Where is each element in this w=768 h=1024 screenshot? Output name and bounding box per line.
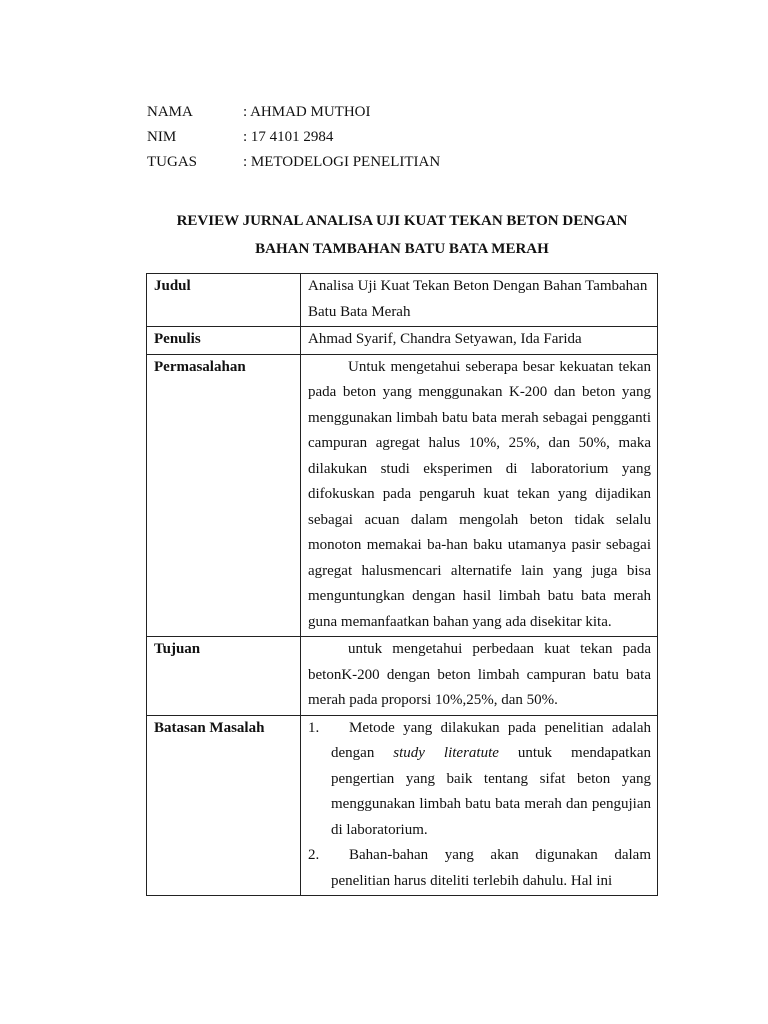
row-permasalahan	[147, 354, 658, 637]
nim-row	[147, 125, 440, 150]
list-item	[308, 843, 651, 894]
row-judul	[147, 274, 658, 327]
judul-label: Judul	[147, 274, 301, 327]
permasalahan-value: Untuk mengetahui seberapa besar kekuatan tekan pada beton yang menggunakan K-200 dan beton yang menggunakan limbah batu bata merah sebagai pengganti campuran agregat halus 10%, 25%, dan 50%, maka dilakukan studi eksperimen di laboratorium yang difokuskan pada pengaruh kuat tekan yang dijadikan sebagai acuan dalam mengolah beton tidak selalu monoton memakai ba-han baku utamanya pasir sebagai agregat halusmencari alternatife lain yang juga bisa menguntungkan dengan hasil limbah batu bata merah guna memanfaatkan bahan yang ada disekitar kita.	[301, 354, 658, 637]
batasan-label: Batasan Masalah	[147, 715, 301, 896]
nama-row	[147, 100, 440, 125]
list-item	[308, 716, 651, 844]
tugas-label: TUGAS	[147, 154, 198, 170]
row-penulis	[147, 327, 658, 355]
nim-value: : 17 4101 2984	[243, 129, 334, 145]
list-number: 1.	[308, 719, 320, 736]
row-tujuan	[147, 637, 658, 716]
list-text	[331, 843, 651, 894]
nama-value: : AHMAD MUTHOI	[243, 104, 371, 120]
permasalahan-label: Permasalahan	[147, 354, 301, 637]
title-line-1: REVIEW JURNAL ANALISA UJI KUAT TEKAN BETON DENGAN	[176, 213, 628, 229]
document-title	[147, 207, 657, 263]
nama-label: NAMA	[147, 104, 193, 120]
student-info	[147, 100, 440, 175]
judul-value: Analisa Uji Kuat Tekan Beton Dengan Bahan Tambahan Batu Bata Merah	[301, 274, 658, 327]
penulis-value: Ahmad Syarif, Chandra Setyawan, Ida Farida	[301, 327, 658, 355]
list-text-a: Bahan-bahan yang akan digunakan dalam penelitian harus diteliti terlebih dahulu. Hal ini	[331, 847, 651, 889]
tujuan-label: Tujuan	[147, 637, 301, 716]
tugas-row	[147, 150, 440, 175]
review-table	[146, 273, 658, 896]
list-text	[331, 716, 651, 844]
batasan-value	[301, 715, 658, 896]
nim-label: NIM	[147, 129, 177, 145]
list-number: 2.	[308, 847, 320, 863]
tujuan-value: untuk mengetahui perbedaan kuat tekan pada betonK-200 dengan beton limbah campuran batu bata merah pada proporsi 10%,25%, dan 50%.	[301, 637, 658, 716]
list-text-italic: study literatute	[393, 745, 499, 761]
list-text-a: Metode yang dilakukan pada penelitian adalah dengan	[331, 719, 651, 761]
list-text-b: untuk mendapatkan pengertian yang baik tentang sifat beton yang menggunakan limbah batu bata merah dan pengujian di laboratorium.	[331, 745, 651, 838]
title-line-2: BAHAN TAMBAHAN BATU BATA MERAH	[255, 241, 549, 257]
tugas-value: : METODELOGI PENELITIAN	[243, 154, 441, 170]
penulis-label: Penulis	[147, 327, 301, 355]
row-batasan	[147, 715, 658, 896]
